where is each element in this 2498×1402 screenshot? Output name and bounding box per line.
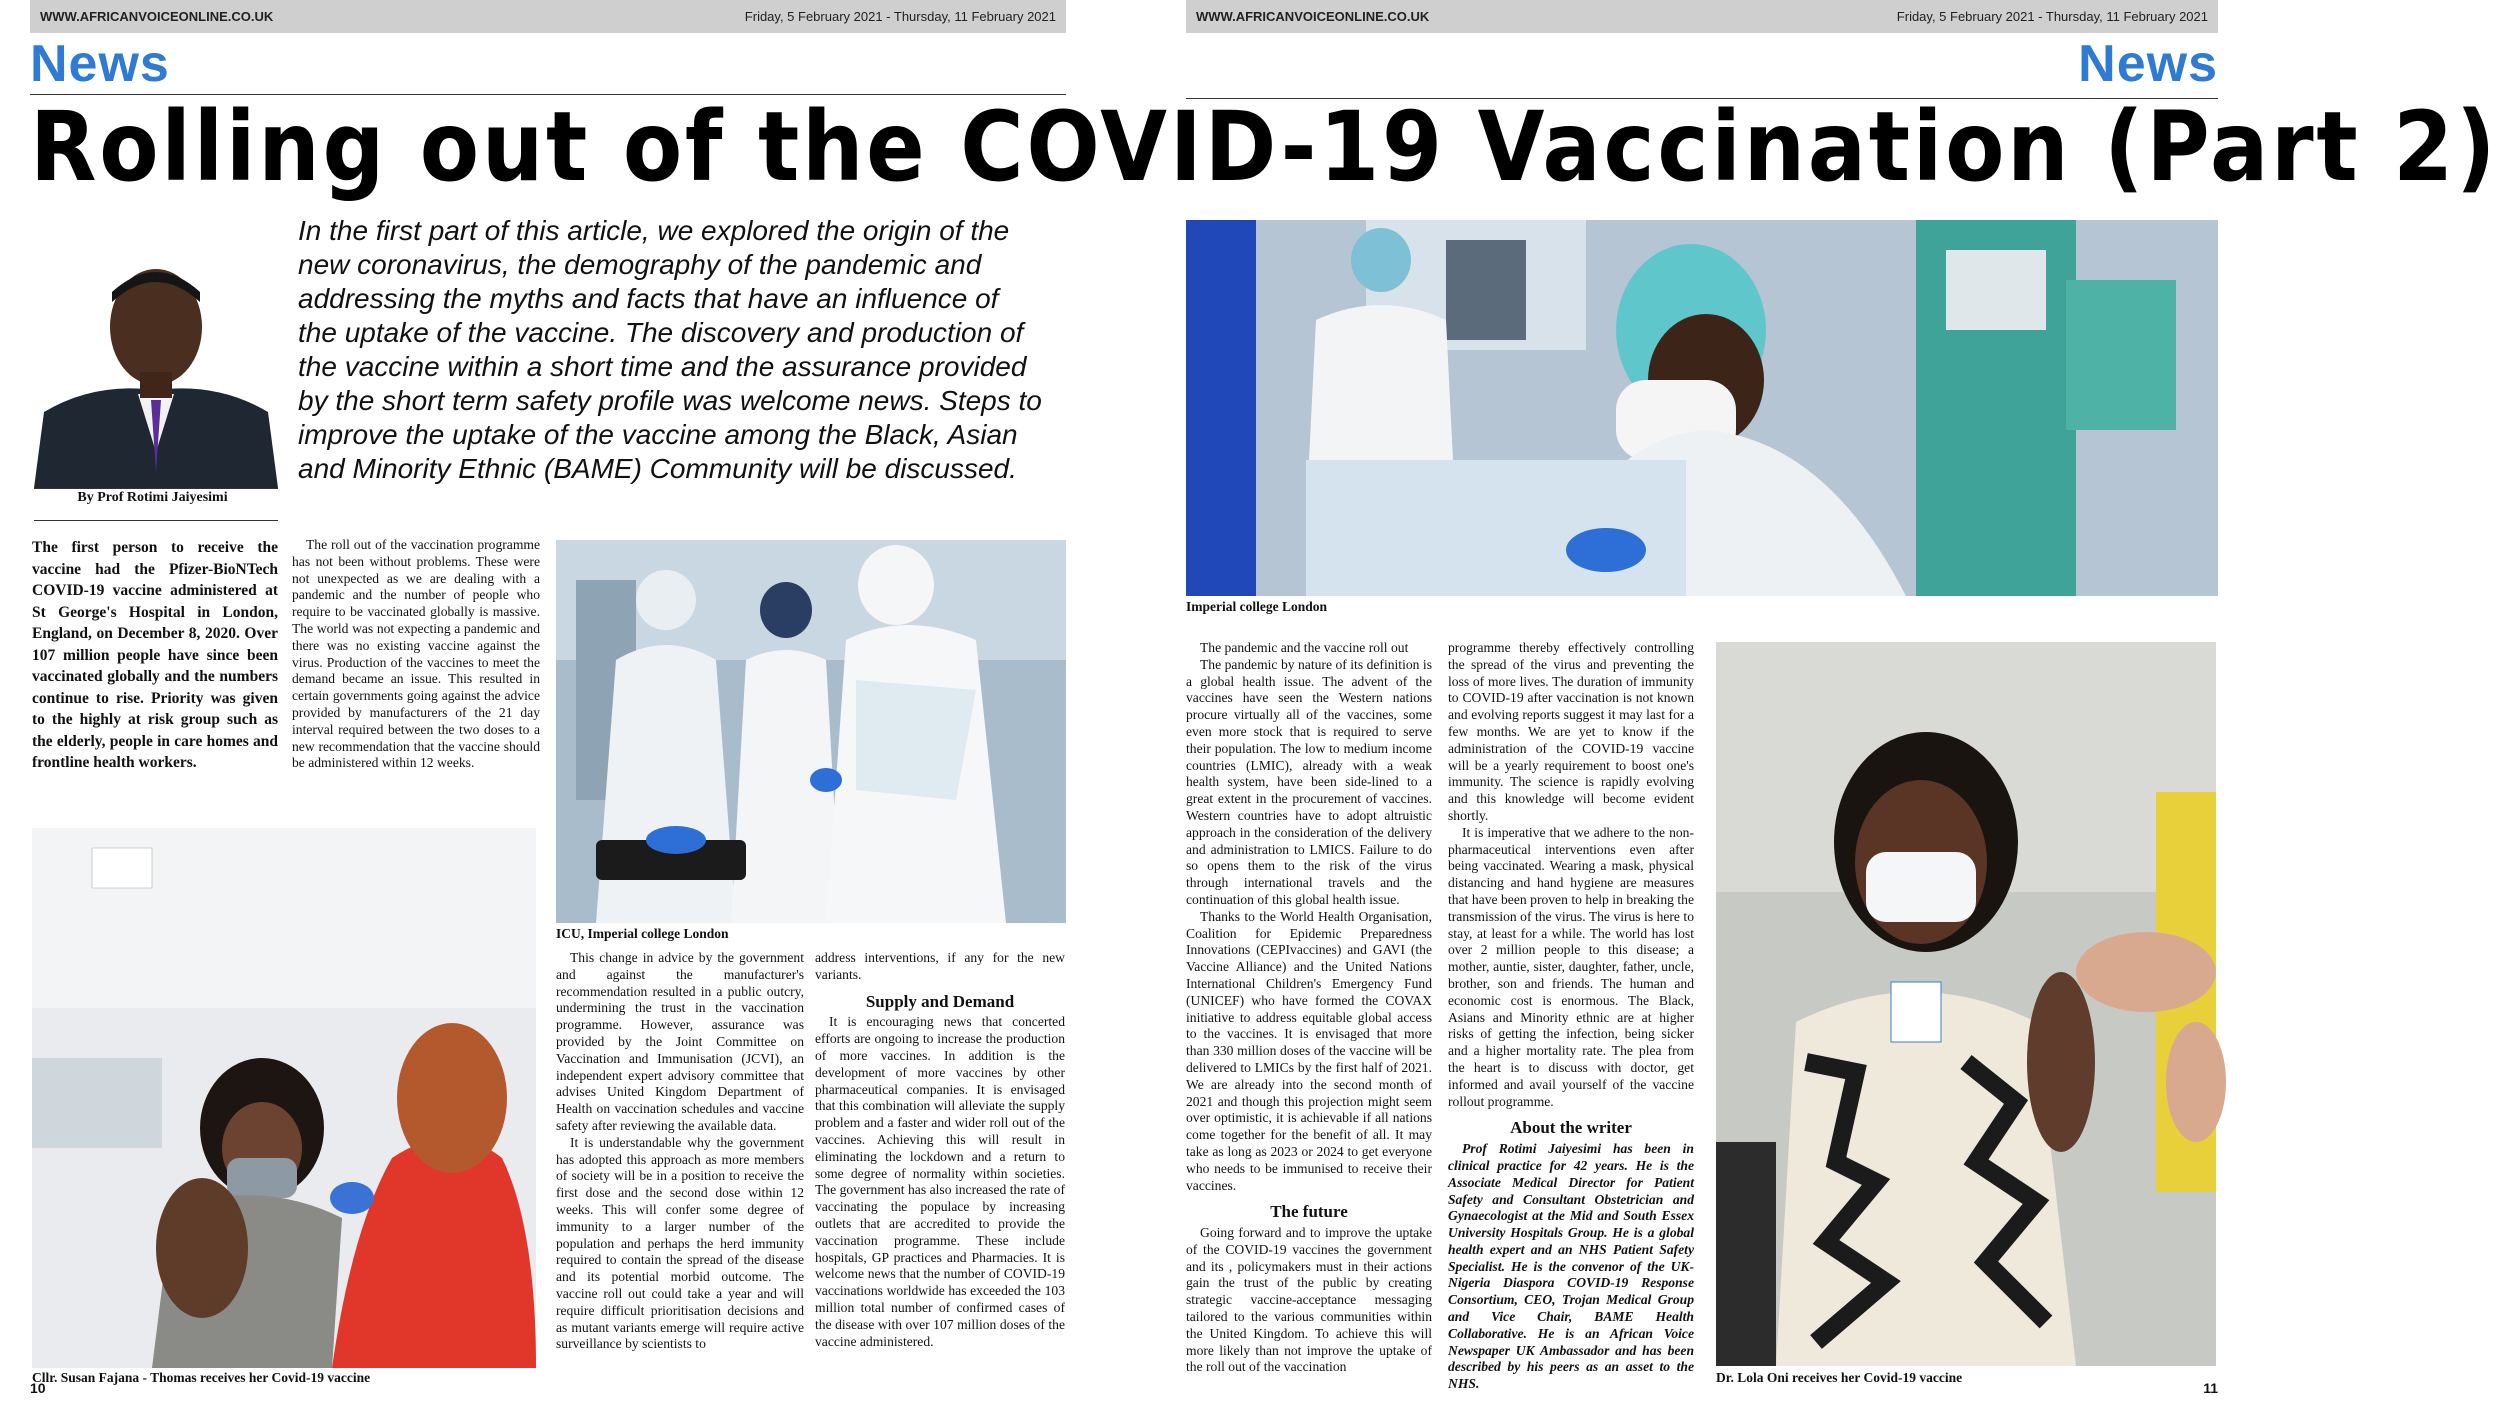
right-header-bar [1186,0,2218,33]
paragraph: This change in advice by the government and against the manufacturer's recommendation resulted in a public outcry, undermining the trust in the vaccination programme. However, assurance was provided by the Joint Committee on Vaccination and Immunisation (JCVI), an independent expert advisory committee that advises United Kingdom Department of Health on vaccination schedules and vaccine safety after reviewing the available data. [556,950,804,1133]
paragraph: address interventions, if any for the new variants. [815,950,1065,982]
section-label-right: News [2078,35,2218,93]
article-column-2 [292,537,540,772]
imperial-photo-caption: Imperial college London [1186,599,1327,614]
subheading-the-future: The future [1270,1202,1348,1222]
icu-photo [556,540,1066,923]
paragraph: It is encouraging news that concerted efforts are ongoing to increase the production of more vaccines. In addition is the development of more vaccines by other pharmaceutical companies. It is envisaged that this combination will alleviate the supply problem and a faster and wider roll out of the vaccines. Achieving this will result in eliminating the lockdown and a return to some degree of normality within societies. The government has also increased the rate of vaccinating the populace by increasing outlets that are accredited to provide the vaccination programme. These include hospitals, GP practices and Pharmacies. It is welcome news that the number of COVID-19 vaccinations worldwide has exceeded the 103 million total number of confirmed cases of the disease with over 107 million doses of the vaccine administered. [815,1014,1065,1349]
intro-paragraph: In the first part of this article, we explored the origin of the new coronavirus, the demography of the pandemic and addressing the myths and facts that have an influence of the uptake of the vaccine. The discovery and production of the vaccine within a short time and the assurance provided by the short term safety profile was welcome news. Steps to improve the uptake of the vaccine among the Black, Asian and Minority Ethnic (BAME) Community will be discussed. [298,215,1042,484]
subheading-about-the-writer: About the writer [1510,1118,1632,1138]
lola-oni-vaccination-photo [1716,642,2216,1366]
headline: Rolling out of the COVID-19 Vaccination (Part 2) [30,91,2498,203]
issue-date: Friday, 5 February 2021 - Thursday, 11 February 2021 [1896,9,2208,24]
paragraph: The roll out of the vaccination programme has not been without problems. These were not unexpected as we are dealing with a pandemic and the number of people who require to be vaccinated globally is massive. The world was not expecting a pandemic and there was no existing vaccine against the virus. Production of the vaccines to meet the demand became an issue. This resulted in certain governments going against the advice provided by manufacturers of the 21 day interval required between the two doses to a new recommendation that the vaccine should be administered within 12 weeks. [292,537,540,771]
left-header-bar [30,0,1066,33]
byline: By Prof Rotimi Jaiyesimi [77,490,228,505]
website-url: WWW.AFRICANVOICEONLINE.CO.UK [1196,9,1430,24]
divider [34,520,278,521]
susan-photo-caption: Cllr. Susan Fajana - Thomas receives her Covid-19 vaccine [32,1370,371,1385]
page-number-right: 11 [2203,1380,2218,1396]
article-column-3 [556,950,804,1353]
paragraph: The pandemic by nature of its definition is a global health issue. The advent of the vaccines have seen the Western nations procure virtually all of the vaccines, some even more stock that is required to serve their population. The low to medium income countries (LMIC), already with a weak health system, have been side-lined to a great extent in the procurement of vaccines. Western countries have to adopt altruistic approach in the consideration of the delivery and administration to LMICS. Failure to do so opens them to the risk of the virus through international travels and the continuation of this global health issue. [1186,656,1432,907]
lola-photo-caption: Dr. Lola Oni receives her Covid-19 vaccine [1716,1370,1963,1385]
website-url: WWW.AFRICANVOICEONLINE.CO.UK [40,9,274,24]
article-column-6 [1448,640,1694,1393]
paragraph: It is imperative that we adhere to the non-pharmaceutical interventions even after being vaccinated. Wearing a mask, physical distancing and hand hygiene are measures that have been proven to help in breaking the transmission of the virus. The virus is here to stay, at least for a while. The world has lost over 2 million people to this disease; a mother, auntie, sister, daughter, father, uncle, brother, son and friends. The human and economic cost is enormous. The Black, Asians and Minority ethnic are at higher risks of getting the infection, being sicker and a higher mortality rate. The plea from the heart is to discuss with doctor, get informed and avail yourself of the vaccine rollout programme. [1448,824,1694,1109]
article-column-5 [1186,640,1432,1376]
subheading-supply-and-demand: Supply and Demand [865,991,1015,1011]
imperial-college-icu-photo [1186,220,2218,596]
divider [34,488,278,489]
paragraph: It is understandable why the government has adopted this approach as more members of society will be in a position to receive the first dose and the second dose within 12 weeks. This will confer some degree of immunity to a larger number of the population and perhaps the herd immunity required to contain the spread of the disease and its potential morbid outcome. The vaccine roll out could take a year and will require difficult prioritisation decisions and as mutant variants emerge will require active surveillance by scientists to [556,1134,804,1352]
paragraph: programme thereby effectively controlling the spread of the virus and preventing the loss of more lives. The duration of immunity to COVID-19 after vaccination is not known and evolving reports suggest it may last for a few months. We are yet to know if the administration of the COVID-19 vaccine will be a yearly requirement to boost one's immunity. The science is rapidly evolving and this knowledge will become evident shortly. [1448,640,1694,823]
section-label-left: News [30,35,170,93]
susan-fajana-thomas-vaccination-photo [32,828,536,1368]
about-the-writer-text: Prof Rotimi Jaiyesimi has been in clinical practice for 42 years. He is the Associate Medical Director for Patient Safety and Consultant Obstetrician and Gynaecologist at the Mid and South Essex University Hospitals Group. He is a global health expert and an NHS Patient Safety Specialist. He is the convenor of the UK-Nigeria Diaspora COVID-19 Response Consortium, CEO, Trojan Medical Group and Vice Chair, BAME Health Collaborative. He is an African Voice Newspaper UK Ambassador and has been described by his peers as an asset to the NHS. [1448,1141,1694,1392]
paragraph: Going forward and to improve the uptake of the COVID-19 vaccines the government and its , policymakers must in their actions gain the trust of the public by creating strategic vaccine-acceptance messaging tailored to the various communities within the United Kingdom. To achieve this will more likely than not improve the uptake of the roll out of the vaccination [1186,1225,1432,1375]
paragraph: The pandemic and the vaccine roll out [1200,640,1409,655]
icu-photo-caption: ICU, Imperial college London [556,926,729,941]
paragraph: Thanks to the World Health Organisation, Coalition for Epidemic Preparedness Innovations (CEPIvaccines) and GAVI (the Vaccine Alliance) and the United Nations International Children's Emergency Fund (UNICEF) who have formed the COVAX initiative to address equitable global access to the vaccines. It is envisaged that more than 330 million doses of the vaccine will be delivered to LMICs by the first half of 2021. We are already into the second month of 2021 and though this projection might seem over optimistic, it is achievable if all nations come together for the benefit of all. It may take as long as 2023 or 2024 to get everyone who needs to be immunised to receive their vaccines. [1186,908,1432,1193]
page-number-left: 10 [30,1380,46,1396]
author-portrait-photo [34,222,278,488]
article-column-4 [815,950,1065,1350]
issue-date: Friday, 5 February 2021 - Thursday, 11 February 2021 [744,9,1056,24]
lead-paragraph: The first person to receive the vaccine had the Pfizer-BioNTech COVID-19 vaccine administered at St George's Hospital in London, England, on December 8, 2020. Over 107 million people have since been vaccinated globally and the numbers continue to rise. Priority was given to the highly at risk group such as the elderly, people in care homes and frontline health workers. [32,539,278,771]
